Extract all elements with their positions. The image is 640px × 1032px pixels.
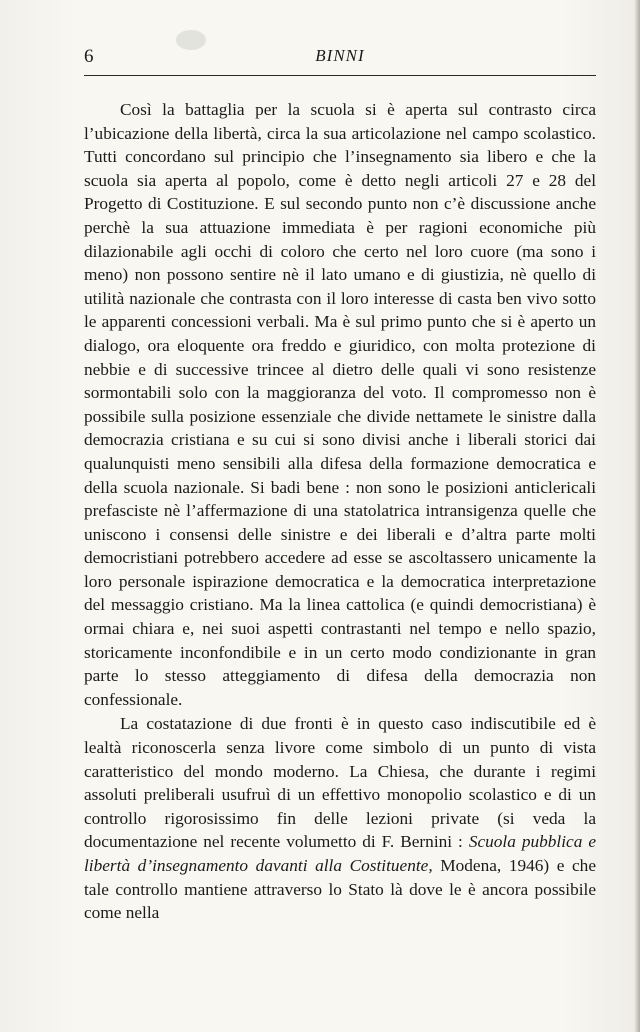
header-rule <box>84 75 596 76</box>
page-number: 6 <box>84 46 94 67</box>
running-head: BINNI <box>315 46 365 65</box>
paragraph-2-text-start: La costatazione di due fronti è in questo caso indiscutibile ed è lealtà riconoscerla senza livore come simbolo di un punto di vista caratteristico del mondo moderno. La Chiesa, che durante i regimi assoluti preliberali usufruì di un effettivo monopolio scolastico e di un controllo rigorosissimo fin delle lezioni private (si veda la documentazione nel recente volumetto di F. Bernini : <box>84 714 596 852</box>
paragraph-2-text-end: Modena, 1946) e che tale controllo mantiene attraverso lo Stato là dove le è ancora possibile come nella <box>84 856 596 923</box>
cited-book-title: Scuola pubblica e libertà d’insegnamento davanti alla Costituente, <box>84 832 596 875</box>
page-edge-shadow <box>634 0 640 1032</box>
body-text <box>84 98 596 925</box>
paragraph-1: Così la battaglia per la scuola si è aperta sul contrasto circa l’ubicazione della libertà, circa la sua articolazione nel campo scolastico. Tutti concordano sul principio che l’insegnamento sia libero e che la scuola sia aperta al popolo, come è detto negli articoli 27 e 28 del Progetto di Costituzione. E sul secondo punto non c’è discussione anche perchè la sua attuazione immediata è per ragioni economiche più dilazionabile agli occhi di coloro che certo nel loro cuore (ma sono i meno) non possono sentire nè il lato umano e di giustizia, nè quello di utilità nazionale che contrasta con il loro interesse di casta ben vivo sotto le apparenti concessioni verbali. Ma è sul primo punto che si è aperto un dialogo, ora eloquente ora freddo e giuridico, con molta protezione di nebbie e di successive trincee al dietro delle quali vi sono resistenze sormontabili solo con la maggioranza del voto. Il compromesso non è possibile sulla posizione essenziale che divide nettamete le sinistre dalla democrazia cristiana e su cui si sono divisi anche i liberali storici dai qualunquisti meno sensibili alla difesa della formazione democratica e della scuola nazionale. Si badi bene : non sono le posizioni anticlericali prefasciste nè l’affermazione di una statolatrica intransigenza quelle che uniscono i consensi delle sinistre e dei liberali e d’altra parte molti democristiani potrebbero accedere ad esse se ascoltassero unicamente la loro personale ispirazione democratica e la democratica interpretazione del messaggio cristiano. Ma la linea cattolica (e quindi democristiana) è ormai chiara e, nei suoi aspetti contrastanti nel tempo e nello spazio, storicamente inconfondibile e in un certo modo condizionante in gran parte lo stesso atteggiamento di difesa della democrazia non confessionale. <box>84 100 596 709</box>
paragraph-2 <box>84 712 596 924</box>
page-header <box>84 44 596 76</box>
